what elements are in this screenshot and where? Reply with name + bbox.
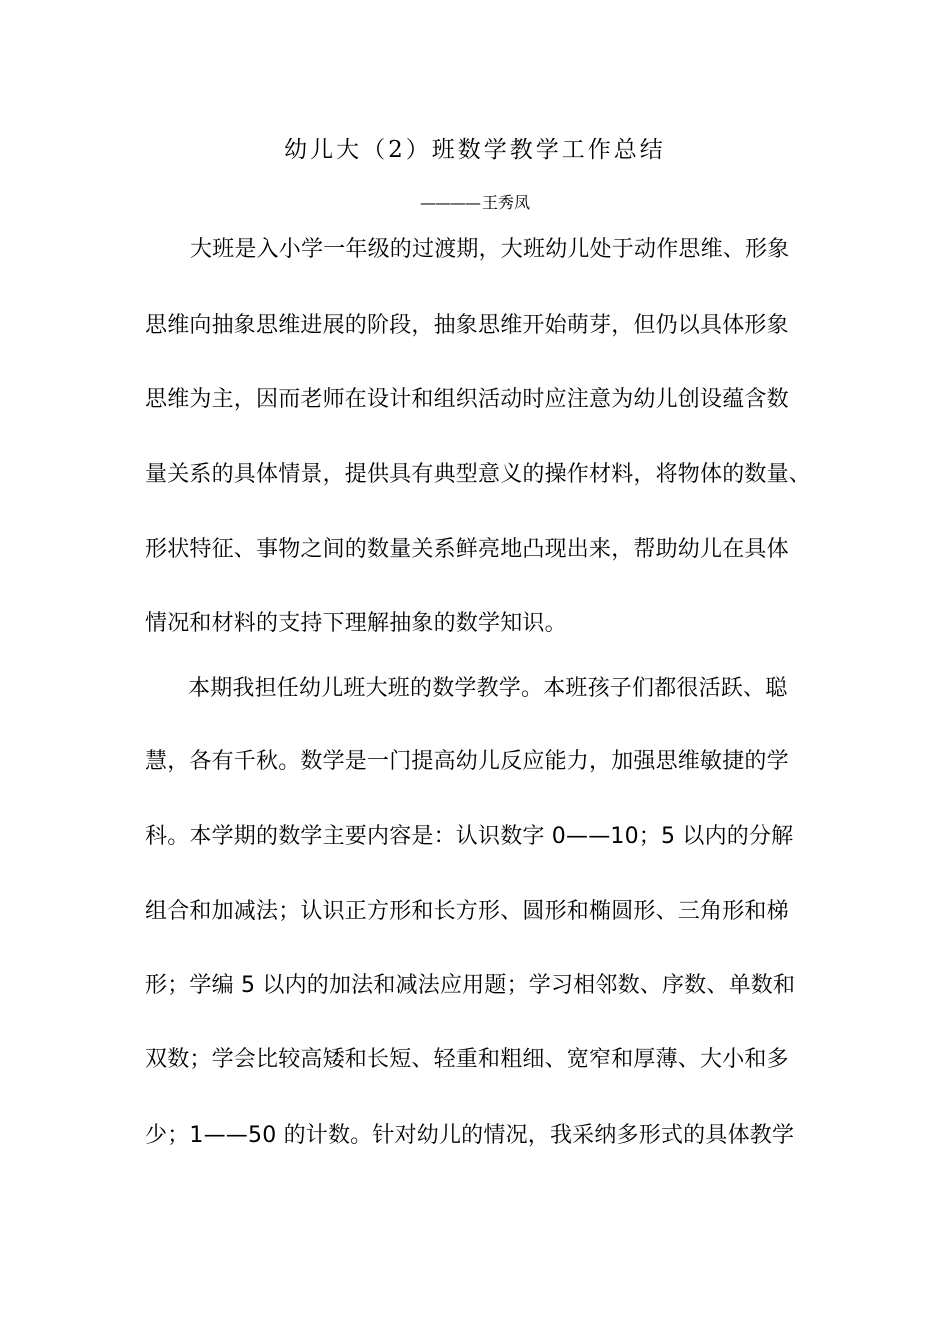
paragraph-2-line-3: 科。本学期的数学主要内容是：认识数字 0——10；5 以内的分解 xyxy=(145,824,794,849)
paragraph-2-line-5: 形；学编 5 以内的加法和减法应用题；学习相邻数、序数、单数和 xyxy=(145,973,796,998)
author-line xyxy=(0,190,950,216)
paragraph-1-line-6: 情况和材料的支持下理解抽象的数学知识。 xyxy=(145,611,567,636)
paragraph-2-line-1: 本期我担任幼儿班大班的数学教学。本班孩子们都很活跃、聪 xyxy=(188,676,788,701)
paragraph-1-line-4: 量关系的具体情景，提供具有典型意义的操作材料，将物体的数量、 xyxy=(145,462,812,487)
paragraph-1-line-1: 大班是入小学一年级的过渡期，大班幼儿处于动作思维、形象 xyxy=(190,237,790,262)
author-dash: ———— xyxy=(419,193,480,212)
paragraph-2-line-4: 组合和加减法；认识正方形和长方形、圆形和椭圆形、三角形和梯 xyxy=(145,899,789,924)
paragraph-1-line-3: 思维为主，因而老师在设计和组织活动时应注意为幼儿创设蕴含数 xyxy=(145,387,789,412)
author-name: 王秀凤 xyxy=(481,193,530,212)
paragraph-2-line-6: 双数；学会比较高矮和长短、轻重和粗细、宽窄和厚薄、大小和多 xyxy=(145,1047,789,1072)
paragraph-1-line-2: 思维向抽象思维进展的阶段，抽象思维开始萌芽，但仍以具体形象 xyxy=(145,313,789,338)
paragraph-1-line-5: 形状特征、事物之间的数量关系鲜亮地凸现出来，帮助幼儿在具体 xyxy=(145,537,789,562)
paragraph-2-line-2: 慧，各有千秋。数学是一门提高幼儿反应能力，加强思维敏捷的学 xyxy=(145,749,789,774)
paragraph-2-line-7: 少；1——50 的计数。针对幼儿的情况，我采纳多形式的具体教学 xyxy=(145,1123,795,1148)
document-title: 幼儿大（2）班数学教学工作总结 xyxy=(284,137,666,163)
